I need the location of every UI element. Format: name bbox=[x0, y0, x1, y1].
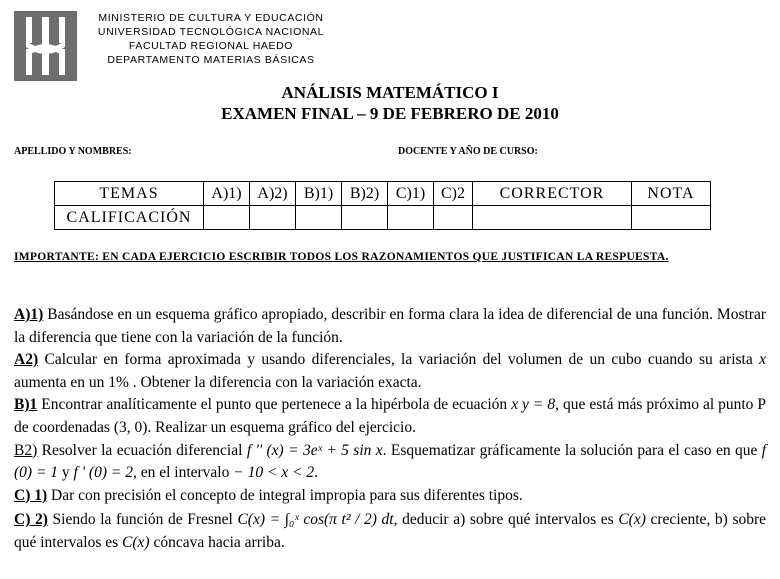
utn-logo-icon bbox=[14, 11, 77, 81]
math-condition: f ' (0) = 2 bbox=[73, 464, 133, 482]
grade-table bbox=[54, 181, 711, 230]
grades-row-label: CALIFICACIÓN bbox=[55, 206, 204, 230]
topics-row-label: TEMAS bbox=[55, 182, 204, 206]
math-variable: x bbox=[759, 351, 767, 369]
institution-line: UNIVERSIDAD TECNOLÓGICA NACIONAL bbox=[97, 26, 325, 38]
teacher-course-label: DOCENTE Y AÑO DE CURSO: bbox=[398, 146, 538, 157]
exercise-label: A)1) bbox=[14, 306, 44, 323]
student-name-label: APELLIDO Y NOMBRES: bbox=[14, 146, 132, 157]
exercise-text: Siendo la función de Fresnel bbox=[52, 511, 233, 529]
exercise-label: C) 2) bbox=[14, 511, 48, 529]
course-title: ANÁLISIS MATEMÁTICO I bbox=[281, 83, 499, 102]
exam-titles bbox=[150, 82, 630, 124]
math-condition: f (0) = 1 bbox=[14, 441, 767, 482]
math-function: C(x) bbox=[618, 511, 646, 529]
topic-header-b1: B)1) bbox=[296, 182, 342, 206]
exercise-text: Encontrar analíticamente el punto que pertenece a la hipérbola de ecuación bbox=[41, 396, 508, 414]
grades-row bbox=[55, 206, 711, 230]
important-notice: IMPORTANTE: EN CADA EJERCICIO ESCRIBIR TODOS LOS RAZONAMIENTOS QUE JUSTIFICAN LA RESPUESTA. bbox=[14, 251, 669, 263]
topic-header-c2: C)2 bbox=[434, 182, 473, 206]
exercise-list bbox=[14, 304, 766, 555]
exercise-text: , que está más próximo al punto P de coordenadas (3, 0). Realizar un esquema gráfico del ejercicio. bbox=[14, 396, 767, 436]
grade-cell-a2[interactable] bbox=[250, 206, 296, 230]
grade-header: NOTA bbox=[632, 182, 711, 206]
math-equation: C(x) = ∫₀ˣ cos(π t² / 2) dt bbox=[237, 511, 394, 529]
exercise-label: C) 1) bbox=[14, 486, 48, 504]
topic-header-b2: B)2) bbox=[342, 182, 388, 206]
exercise-b2 bbox=[14, 440, 766, 485]
final-grade-cell[interactable] bbox=[632, 206, 711, 230]
exercise-text: aumenta en un 1% . Obtener la diferencia con la variación exacta. bbox=[14, 373, 422, 391]
exercise-text: . bbox=[314, 464, 318, 482]
exercise-c1 bbox=[14, 485, 766, 508]
topic-header-a2: A)2) bbox=[250, 182, 296, 206]
corrector-cell[interactable] bbox=[473, 206, 632, 230]
exercise-c2 bbox=[14, 509, 766, 554]
topic-header-a1: A)1) bbox=[204, 182, 250, 206]
exercise-text: . Esquematizar gráficamente la solución para el caso en que bbox=[382, 441, 758, 459]
grade-cell-b2[interactable] bbox=[342, 206, 388, 230]
institution-line: DEPARTAMENTO MATERIAS BÁSICAS bbox=[107, 54, 315, 66]
exercise-text: Calcular en forma aproximada y usando diferenciales, la variación del volumen de un cubo cuando su arista bbox=[44, 351, 753, 369]
university-logo bbox=[14, 11, 77, 81]
exercise-a2 bbox=[14, 349, 766, 394]
institution-line: MINISTERIO DE CULTURA Y EDUCACIÓN bbox=[98, 12, 324, 24]
grade-cell-b1[interactable] bbox=[296, 206, 342, 230]
exercise-a1 bbox=[14, 304, 766, 349]
grade-cell-c2[interactable] bbox=[434, 206, 473, 230]
grade-cell-c1[interactable] bbox=[388, 206, 434, 230]
exercise-text: Resolver la ecuación diferencial bbox=[41, 441, 243, 459]
exam-title: EXAMEN FINAL – 9 DE FEBRERO DE 2010 bbox=[221, 104, 559, 123]
topics-row bbox=[55, 182, 711, 206]
exercise-label: B)1 bbox=[14, 396, 38, 414]
math-function: C(x) bbox=[122, 533, 150, 551]
math-interval: − 10 < x < 2 bbox=[233, 464, 315, 482]
topic-header-c1: C)1) bbox=[388, 182, 434, 206]
exercise-label: A2) bbox=[14, 351, 39, 369]
math-equation: x y = 8 bbox=[511, 396, 556, 414]
math-equation: f '' (x) = 3eˣ + 5 sin x bbox=[246, 441, 383, 459]
grade-cell-a1[interactable] bbox=[204, 206, 250, 230]
exercise-label: B2) bbox=[14, 441, 38, 459]
exercise-text: cóncava hacia arriba. bbox=[153, 533, 285, 551]
corrector-header: CORRECTOR bbox=[473, 182, 632, 206]
exercise-text: y bbox=[61, 464, 70, 482]
exercise-text: , en el intervalo bbox=[132, 464, 230, 482]
institution-header bbox=[86, 11, 336, 67]
exercise-b1 bbox=[14, 394, 766, 439]
institution-line: FACULTAD REGIONAL HAEDO bbox=[128, 40, 294, 52]
exercise-text: , deducir a) sobre qué intervalos es bbox=[393, 511, 614, 529]
exercise-text: creciente, b) sobre qué intervalos es bbox=[14, 511, 767, 551]
exercise-text: Dar con precisión el concepto de integral impropia para sus diferentes tipos. bbox=[51, 486, 523, 504]
exercise-text: Basándose en un esquema gráfico apropiado, describir en forma clara la idea de diferencial de una función. Mostrar la diferencia que tiene con la variación de la función. bbox=[14, 306, 766, 346]
